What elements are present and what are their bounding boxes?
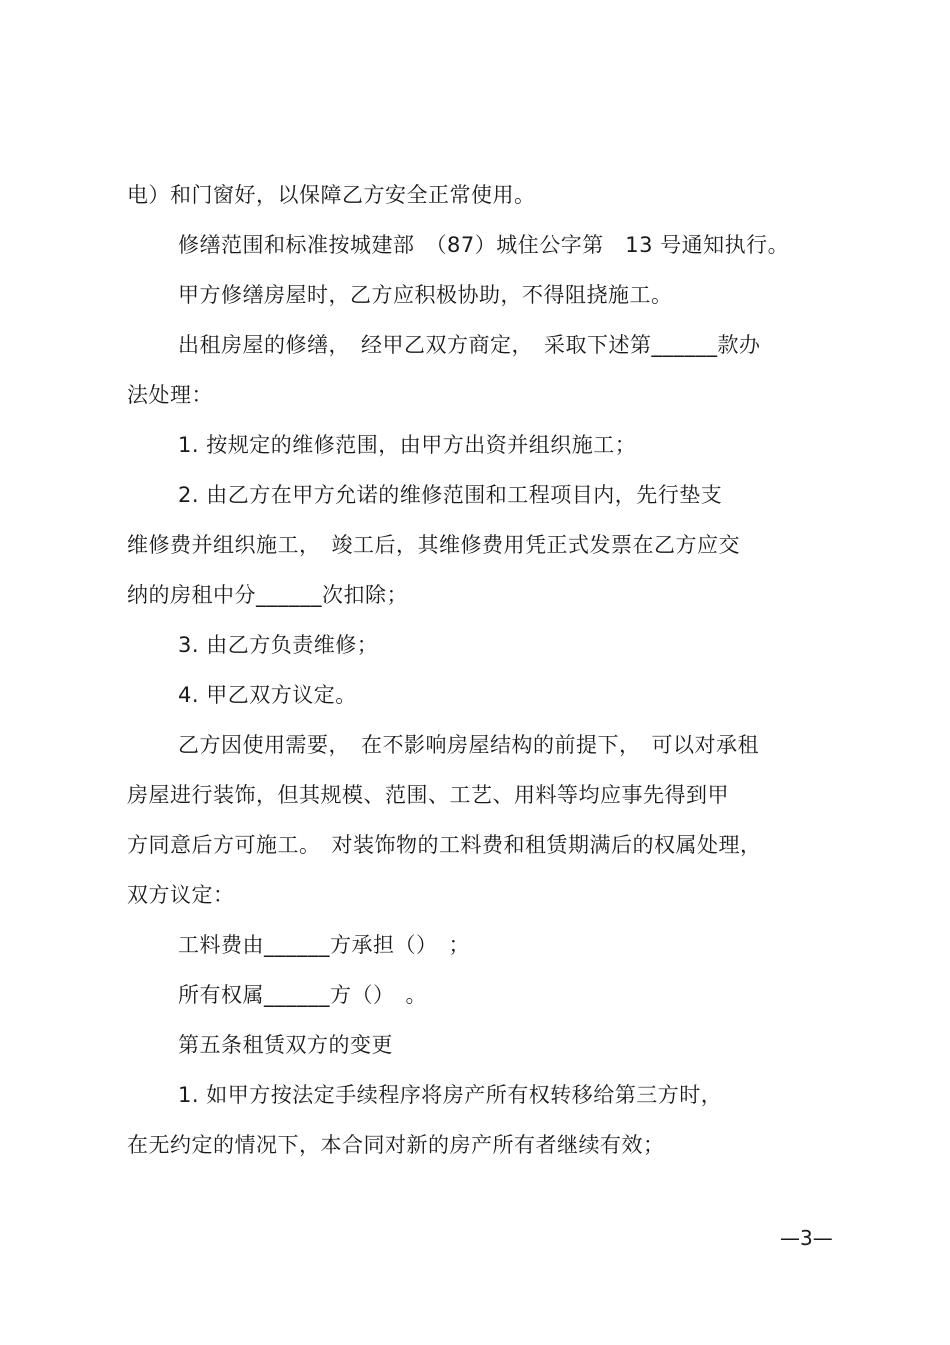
text-line-5: 法处理： — [127, 383, 213, 407]
text-line-9: 纳的房租中分______次扣除； — [127, 583, 408, 607]
text-line-1: 电）和门窗好，以保障乙方安全正常使用。 — [127, 183, 536, 207]
text-line-16: 工料费由______方承担（） ； — [178, 933, 470, 957]
list-item-2: 2. 由乙方在甲方允诺的维修范围和工程项目内，先行垫支 — [178, 483, 723, 507]
page-number: —3— — [780, 1226, 833, 1250]
text-line-20: 在无约定的情况下，本合同对新的房产所有者继续有效； — [127, 1133, 665, 1157]
list-item-3: 3. 由乙方负责维修； — [178, 633, 379, 657]
section-heading: 第五条租赁双方的变更 — [178, 1033, 393, 1057]
text-line-4: 出租房屋的修缮， 经甲乙双方商定， 采取下述第______款办 — [178, 333, 761, 357]
text-line-14: 方同意后方可施工。 对装饰物的工料费和租赁期满后的权属处理， — [127, 833, 762, 857]
text-line-15: 双方议定： — [127, 883, 235, 907]
text-line-2: 修缮范围和标准按城建部 （87）城住公字第 13 号通知执行。 — [178, 233, 790, 257]
list-item-1: 1. 按规定的维修范围，由甲方出资并组织施工； — [178, 433, 637, 457]
list-item-5: 1. 如甲方按法定手续程序将房产所有权转移给第三方时， — [178, 1083, 723, 1107]
text-line-17: 所有权属______方（） 。 — [178, 983, 427, 1007]
text-line-13: 房屋进行装饰，但其规模、范围、工艺、用料等均应事先得到甲 — [127, 783, 729, 807]
text-line-12: 乙方因使用需要， 在不影响房屋结构的前提下， 可以对承租 — [178, 733, 759, 757]
text-line-8: 维修费并组织施工， 竣工后，其维修费用凭正式发票在乙方应交 — [127, 533, 740, 557]
list-item-4: 4. 甲乙双方议定。 — [178, 683, 357, 707]
text-line-3: 甲方修缮房屋时，乙方应积极协助，不得阻挠施工。 — [178, 283, 673, 307]
